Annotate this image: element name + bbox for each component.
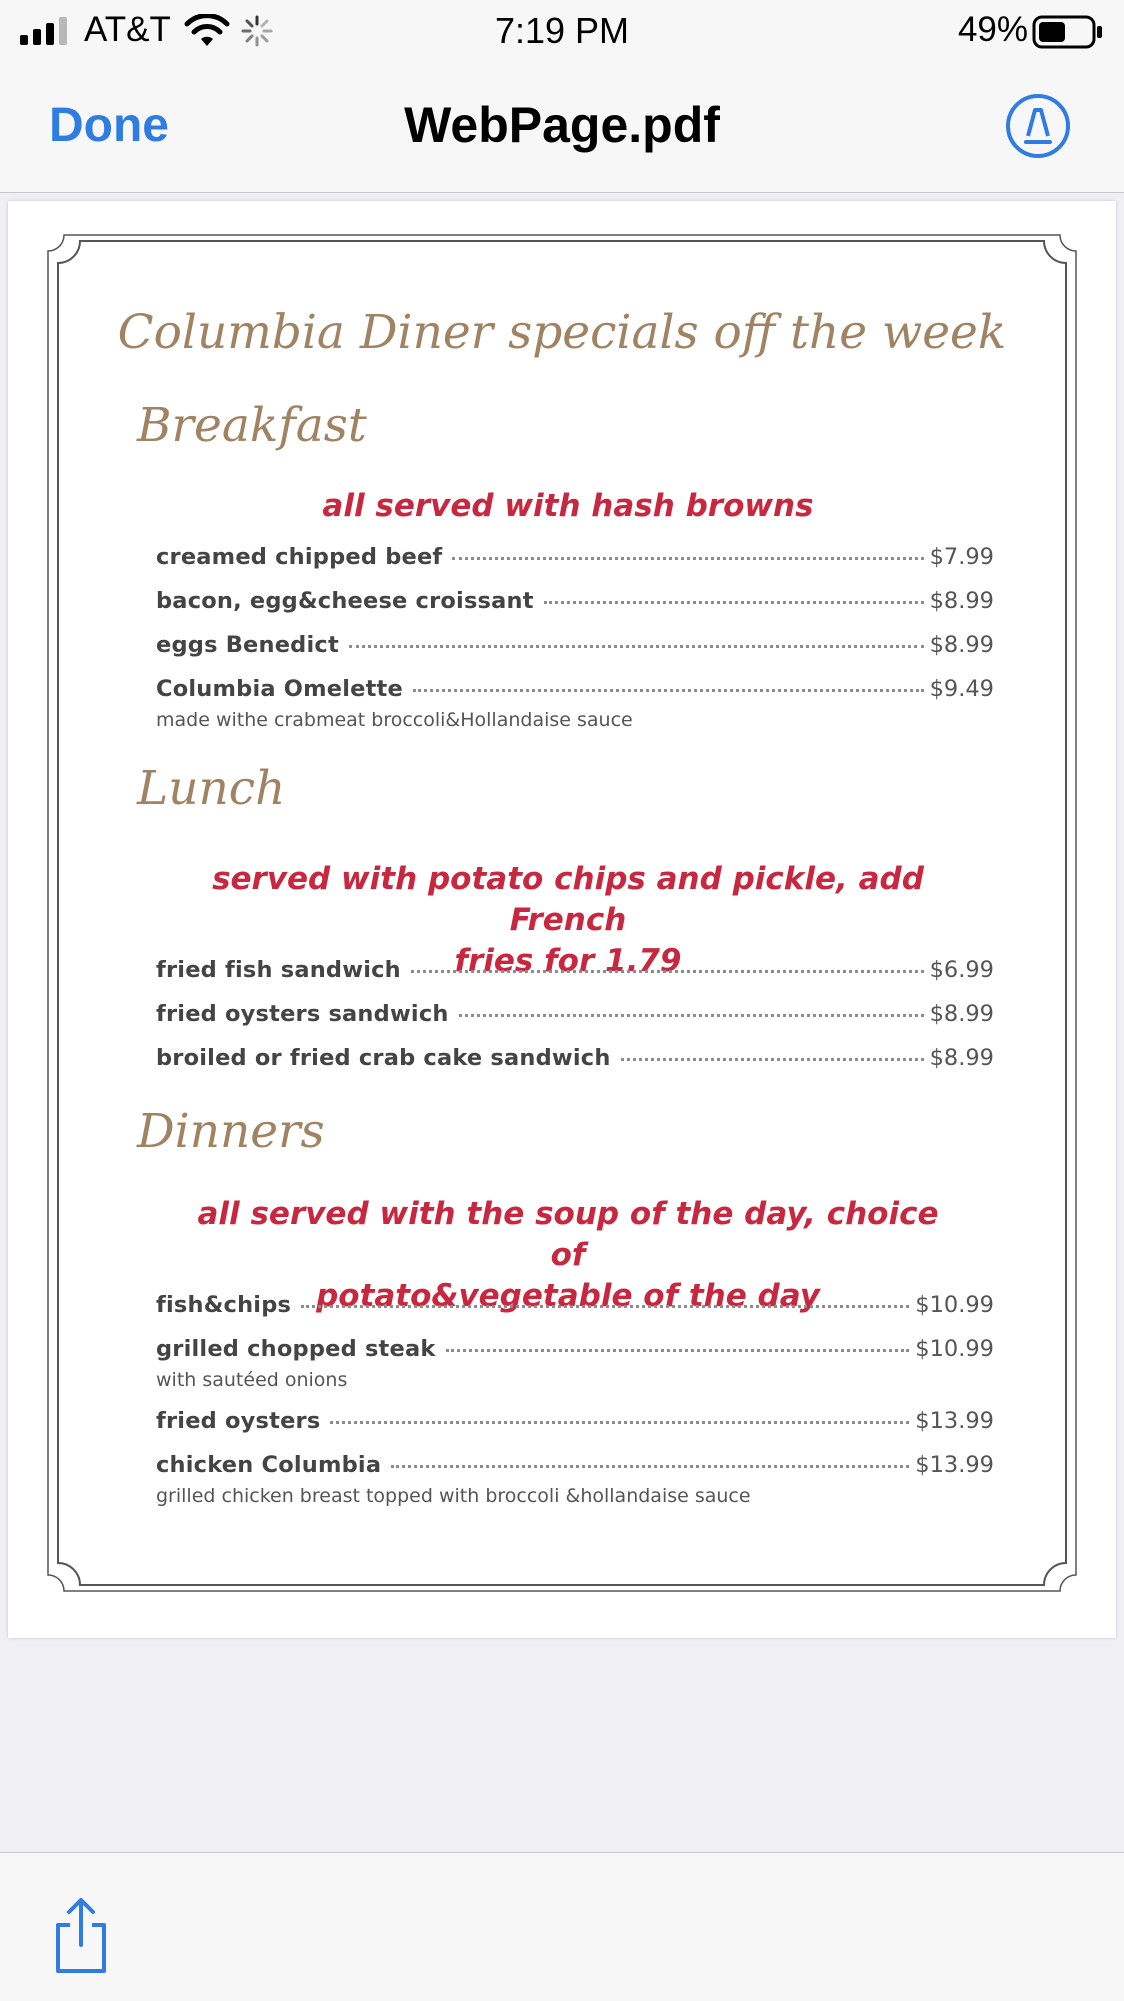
pdf-page[interactable] <box>8 201 1116 1638</box>
item-name: creamed chipped beef <box>156 544 443 570</box>
status-bar <box>0 0 1124 62</box>
item-name: fish&chips <box>156 1292 292 1318</box>
markup-icon[interactable] <box>1004 92 1072 160</box>
item-price: $6.99 <box>929 957 994 983</box>
lunch-subheading-line: fries for 1.79 <box>454 943 682 979</box>
dot-leader <box>330 1421 909 1424</box>
menu-item <box>156 632 994 666</box>
battery-icon <box>1032 14 1104 50</box>
share-icon[interactable] <box>50 1895 112 1977</box>
item-name: broiled or fried crab cake sandwich <box>156 1045 611 1071</box>
menu-item <box>156 588 994 622</box>
dinners-subheading-line: all served with the soup of the day, choice of <box>197 1196 939 1273</box>
navigation-bar <box>0 62 1124 193</box>
carrier-label: AT&T <box>84 10 171 49</box>
dot-leader <box>411 970 924 973</box>
bottom-toolbar <box>0 1852 1124 2001</box>
dot-leader <box>446 1349 910 1352</box>
battery-percent: 49% <box>957 10 1028 49</box>
item-name: Columbia Omelette <box>156 676 403 702</box>
menu-item <box>156 1001 994 1035</box>
item-price: $7.99 <box>929 544 994 570</box>
section-heading-breakfast: Breakfast <box>137 398 367 453</box>
clock: 7:19 PM <box>494 10 630 51</box>
breakfast-subheading: all served with hash browns <box>322 488 814 524</box>
menu-item <box>156 1336 994 1370</box>
menu-item <box>156 1408 994 1442</box>
dot-leader <box>459 1014 924 1017</box>
dot-leader <box>452 557 923 560</box>
item-name: fried oysters <box>156 1408 321 1434</box>
item-price: $13.99 <box>915 1408 994 1434</box>
done-button[interactable]: Done <box>49 99 169 152</box>
item-price: $13.99 <box>915 1452 994 1478</box>
menu-item <box>156 1292 994 1326</box>
item-price: $8.99 <box>929 1001 994 1027</box>
menu-item <box>156 676 994 710</box>
item-description: grilled chicken breast topped with broccoli &hollandaise sauce <box>156 1485 751 1507</box>
dot-leader <box>413 689 924 692</box>
item-price: $9.49 <box>929 676 994 702</box>
document-title: WebPage.pdf <box>404 97 720 153</box>
item-description: made withe crabmeat broccoli&Hollandaise sauce <box>156 709 633 731</box>
item-name: fried fish sandwich <box>156 957 401 983</box>
dot-leader <box>301 1305 909 1308</box>
menu-item <box>156 544 994 578</box>
item-description: with sautéed onions <box>156 1369 348 1391</box>
dot-leader <box>349 645 924 648</box>
item-price: $8.99 <box>929 632 994 658</box>
section-heading-lunch: Lunch <box>137 761 286 816</box>
item-price: $8.99 <box>929 588 994 614</box>
item-price: $8.99 <box>929 1045 994 1071</box>
item-price: $10.99 <box>915 1292 994 1318</box>
item-name: fried oysters sandwich <box>156 1001 449 1027</box>
item-name: bacon, egg&cheese croissant <box>156 588 534 614</box>
dot-leader <box>621 1058 924 1061</box>
dinners-subheading-line: potato&vegetable of the day <box>316 1278 820 1314</box>
lunch-subheading-line: served with potato chips and pickle, add French <box>212 861 924 938</box>
menu-title: Columbia Diner specials off the week <box>117 305 1007 360</box>
item-price: $10.99 <box>915 1336 994 1362</box>
menu-item <box>156 957 994 991</box>
dot-leader <box>544 601 924 604</box>
menu-item <box>156 1045 994 1079</box>
item-name: grilled chopped steak <box>156 1336 436 1362</box>
item-name: chicken Columbia <box>156 1452 382 1478</box>
item-name: eggs Benedict <box>156 632 339 658</box>
dot-leader <box>391 1465 909 1468</box>
menu-item <box>156 1452 994 1486</box>
section-heading-dinners: Dinners <box>137 1104 325 1159</box>
